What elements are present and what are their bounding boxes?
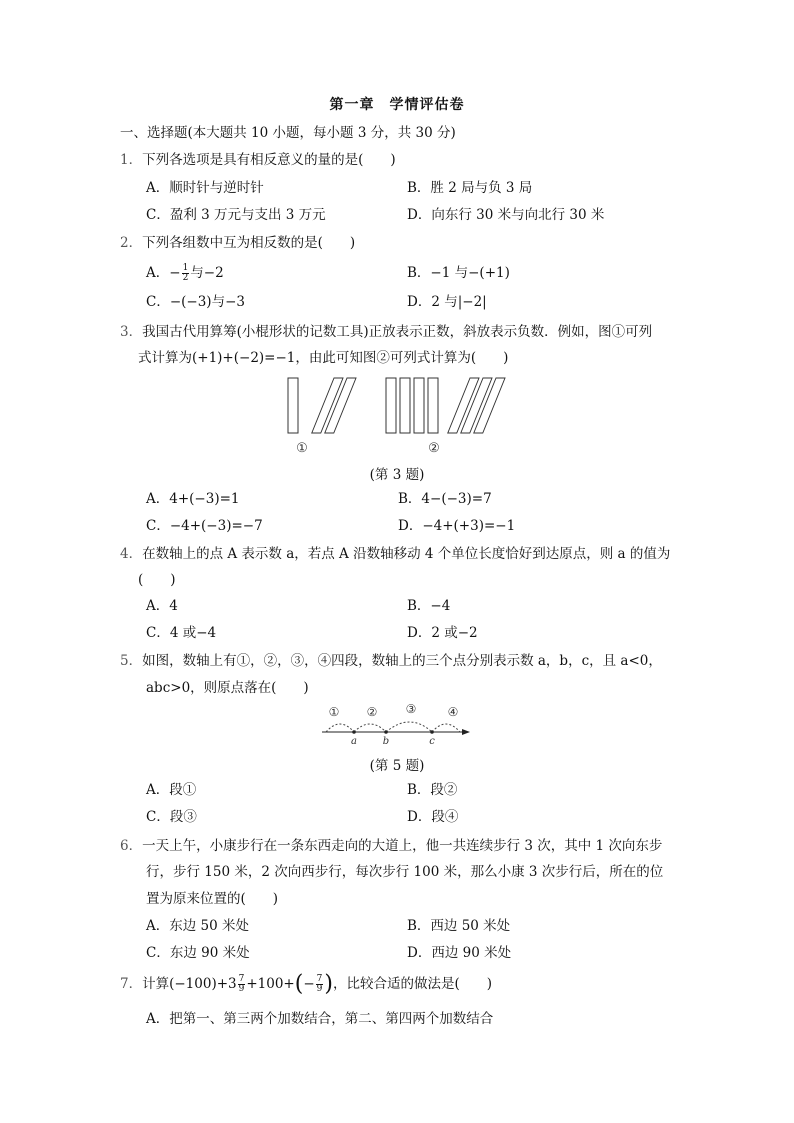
q5-option-a: A．段① — [146, 782, 197, 798]
upright-rod — [400, 378, 410, 433]
q3-option-b: B．4−(−3)=7 — [398, 491, 492, 507]
upright-rod — [386, 378, 396, 433]
point-label-b: b — [382, 736, 390, 746]
fraction-numerator: 7 — [316, 974, 323, 984]
point-b — [384, 730, 388, 734]
question-number: 1． — [120, 152, 143, 168]
question-text: ，比较合适的做法是( ) — [332, 976, 493, 992]
q6-option-a: A．东边 50 米处 — [146, 918, 250, 934]
question-text: 下列各组数中互为相反数的是( ) — [142, 235, 356, 251]
segment-label-1: ① — [328, 705, 340, 719]
number-line-figure — [318, 700, 478, 746]
question-6-stem-line1 — [120, 837, 662, 855]
fraction — [316, 975, 324, 994]
question-1-stem — [120, 151, 396, 169]
segment-arc — [354, 724, 386, 732]
question-text: 在数轴上的点 A 表示数 a，若点 A 沿数轴移动 4 个单位长度恰好到达原点，则 a 的值为 — [142, 546, 671, 562]
point-label-a: a — [351, 736, 357, 746]
q1-option-b: B．胜 2 局与负 3 局 — [407, 180, 533, 196]
q2-option-c: C．−(−3)与−3 — [146, 294, 245, 310]
right-paren: ) — [324, 971, 333, 997]
question-text: +100+ — [246, 976, 295, 992]
q3-option-d: D．−4+(+3)=−1 — [398, 518, 516, 534]
fraction — [182, 264, 190, 283]
question-7-stem — [120, 971, 493, 997]
left-paren: ( — [294, 971, 304, 997]
section-heading: 一、选择题(本大题共 10 小题，每小题 3 分，共 30 分) — [120, 125, 456, 141]
q1-option-d: D．向东行 30 米与向北行 30 米 — [407, 207, 605, 223]
q2-option-a — [146, 264, 224, 283]
fraction-denominator: 9 — [238, 984, 245, 994]
option-prefix: A．− — [146, 265, 181, 281]
question-6-stem-line3: 置为原来位置的( ) — [146, 891, 279, 907]
question-5-stem-line1 — [120, 652, 662, 670]
question-3-stem-line2: 式计算为(+1)+(−2)=−1，由此可知图②可列式计算为( ) — [138, 350, 509, 366]
q4-option-c: C．4 或−4 — [146, 625, 217, 641]
q4-option-a: A．4 — [146, 598, 178, 614]
segment-arc — [326, 724, 354, 732]
question-text: − — [303, 976, 315, 992]
upright-rod — [414, 378, 424, 433]
figure-caption: (第 3 题) — [369, 467, 425, 483]
q6-option-b: B．西边 50 米处 — [407, 918, 511, 934]
q4-option-d: D．2 或−2 — [407, 625, 478, 641]
question-number: 5． — [120, 653, 143, 669]
segment-arc — [386, 722, 432, 732]
point-a — [352, 730, 356, 734]
question-3-stem-line1 — [120, 323, 652, 341]
figure-label-2: ② — [428, 441, 440, 456]
figure-caption: (第 5 题) — [369, 758, 425, 774]
question-text: 如图，数轴上有①，②，③，④四段，数轴上的三个点分别表示数 a，b，c，且 a<0， — [142, 653, 662, 669]
q2-option-b: B．−1 与−(+1) — [407, 265, 510, 281]
fraction-denominator: 2 — [182, 273, 189, 283]
q6-option-d: D．西边 90 米处 — [407, 945, 512, 961]
q4-option-b: B．−4 — [407, 598, 451, 614]
upright-rod — [288, 378, 298, 433]
q1-option-a: A．顺时针与逆时针 — [146, 180, 264, 196]
option-suffix: 与−2 — [190, 265, 224, 281]
page-title: 第一章 学情评估卷 — [329, 97, 465, 113]
q1-option-c: C．盈利 3 万元与支出 3 万元 — [146, 207, 326, 223]
q5-option-c: C．段③ — [146, 809, 197, 825]
question-text: 计算(−100)+3 — [142, 976, 237, 992]
q2-option-d: D．2 与|−2| — [407, 294, 487, 310]
counting-rods-figure — [280, 372, 530, 458]
question-number: 6． — [120, 838, 143, 854]
q5-option-d: D．段④ — [407, 809, 459, 825]
question-text: 下列各选项是具有相反意义的量的是( ) — [142, 152, 396, 168]
fraction-numerator: 1 — [182, 263, 189, 273]
segment-label-4: ④ — [447, 705, 459, 719]
point-label-c: c — [429, 736, 435, 746]
figure-label-1: ① — [296, 441, 308, 456]
question-4-stem-line1 — [120, 545, 670, 563]
question-4-stem-line2: ( ) — [138, 572, 176, 588]
fraction-denominator: 9 — [316, 984, 323, 994]
q5-option-b: B．段② — [407, 782, 458, 798]
question-2-stem — [120, 234, 355, 252]
q7-option-a: A．把第一、第三两个加数结合，第二、第四两个加数结合 — [146, 1011, 494, 1027]
question-number: 4． — [120, 546, 143, 562]
q3-option-a: A．4+(−3)=1 — [146, 491, 240, 507]
question-6-stem-line2: 行，步行 150 米，2 次向西步行，每次步行 100 米，那么小康 3 次步行后，所在的位 — [146, 864, 664, 880]
q3-option-c: C．−4+(−3)=−7 — [146, 518, 263, 534]
question-number: 3． — [120, 324, 143, 340]
upright-rod — [428, 378, 438, 433]
q6-option-c: C．东边 90 米处 — [146, 945, 250, 961]
segment-label-3: ③ — [405, 702, 417, 716]
question-number: 7． — [120, 976, 143, 992]
segment-arc — [432, 724, 460, 732]
question-text: 一天上午，小康步行在一条东西走向的大道上，他一共连续步行 3 次，其中 1 次向东步 — [142, 838, 663, 854]
arrow-head-icon — [462, 729, 470, 735]
segment-label-2: ② — [366, 705, 378, 719]
question-5-stem-line2: abc>0，则原点落在( ) — [146, 680, 309, 696]
point-c — [430, 730, 434, 734]
fraction — [238, 975, 246, 994]
question-number: 2． — [120, 235, 143, 251]
question-text: 我国古代用算筹(小棍形状的记数工具)正放表示正数，斜放表示负数．例如，图①可列 — [142, 324, 653, 340]
fraction-numerator: 7 — [238, 974, 245, 984]
